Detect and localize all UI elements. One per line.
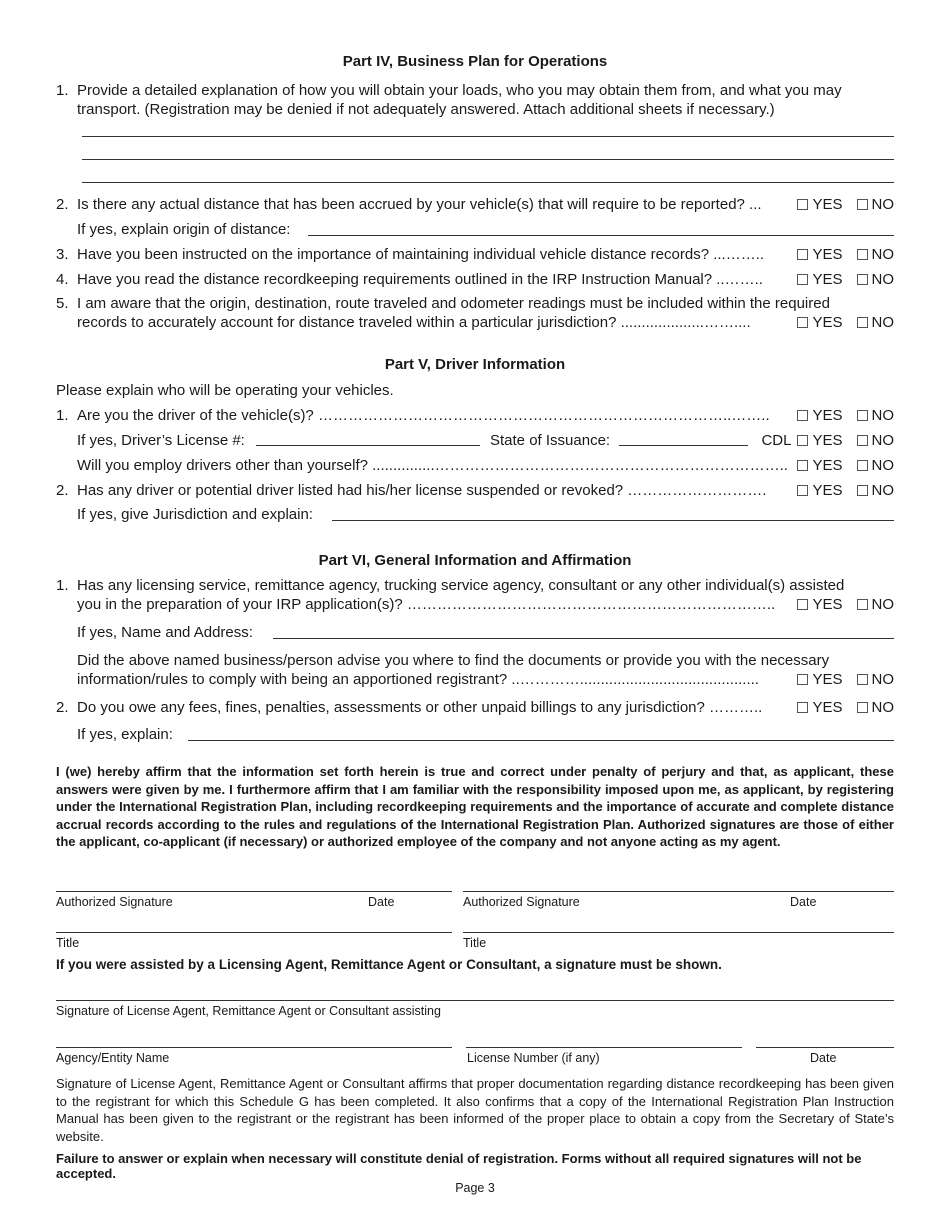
part4-q5-no-checkbox[interactable] [857,317,868,328]
date-label-3: Date [810,1051,837,1065]
page-number: Page 3 [455,1181,495,1195]
part6-q1-yes-checkbox[interactable] [797,599,808,610]
part5-q2-sub: If yes, give Jurisdiction and explain: [77,506,313,523]
auth-signature-line-1[interactable] [56,891,452,892]
agent-signature-line[interactable] [56,1000,894,1001]
part5-title: Part V, Driver Information [384,356,566,373]
part4-q3-no-checkbox[interactable] [857,249,868,260]
part6-title: Part VI, General Information and Affirmation [318,552,632,569]
part4-q5-yes-checkbox[interactable] [797,317,808,328]
license-number-line[interactable] [466,1047,742,1048]
title-label-1: Title [56,936,80,950]
part6-q2: 2. Do you owe any fees, fines, penalties, assessments or other unpaid billings to any jurisdiction? ……….. YES NO [56,699,894,716]
part5-q2: 2. Has any driver or potential driver listed had his/her license suspended or revoked? ………………………. YES NO [56,482,894,499]
part6-q2-no-checkbox[interactable] [857,702,868,713]
name-address-input[interactable] [273,638,894,639]
date-label-2: Date [790,895,817,909]
part5-q2-no-checkbox[interactable] [857,485,868,496]
part6-q1-sub: If yes, Name and Address: [77,624,253,641]
part4-q2-sub: If yes, explain origin of distance: [77,221,291,238]
part4-q1-answer-line-1[interactable] [82,136,894,137]
part4-q2-no-checkbox[interactable] [857,199,868,210]
part4-q1-text: Provide a detailed explanation of how you will obtain your loads, who you may obtain them from, and what you may transport. (Registration may be denied if not adequately answered. Attach additional sheets if necessary.) [77,82,842,118]
part5-q1-no-checkbox[interactable] [857,410,868,421]
part4-q5: 5. I am aware that the origin, destination, route traveled and odometer readings must be included within the required records to accurately account for distance traveled within a particular jurisdiction? ....................…….... YES NO [56,295,894,331]
part5-q2-yes-checkbox[interactable] [797,485,808,496]
part4-q4-no-checkbox[interactable] [857,274,868,285]
part4-q1-answer-line-3[interactable] [82,182,894,183]
date-label-1: Date [368,895,395,909]
advise-yes-checkbox[interactable] [797,674,808,685]
part5-q1: 1. Are you the driver of the vehicle(s)? ………………………………………………………………………..…….. YES NO [56,407,894,424]
part6-q2-sub: If yes, explain: [77,726,173,743]
part5-q1-yes-checkbox[interactable] [797,410,808,421]
part6-advise: Did the above named business/person advise you where to find the documents or provide you with the necessary information/rules to comply with being an apportioned registrant? ..…………........................................... YES NO [77,652,894,688]
employ-yes-checkbox[interactable] [797,460,808,471]
agency-name-line[interactable] [56,1047,452,1048]
agency-name-label: Agency/Entity Name [56,1051,170,1065]
employ-no-checkbox[interactable] [857,460,868,471]
part4-title: Part IV, Business Plan for Operations [342,53,608,70]
part4-q2-origin-line[interactable] [308,235,894,236]
part4-q2-yes-checkbox[interactable] [797,199,808,210]
auth-sig-label-2: Authorized Signature [463,895,580,909]
affirmation-text: I (we) hereby affirm that the information set forth herein is true and correct under penalty of perjury and that, as applicant, these answers were given by me. I furthermore affirm that I am familiar with the responsibility imposed upon me, as applicant, by registering under the International Registration Plan, including recordkeeping requirements and the importance of accurate and complete distance accrual records according to the rules and regulations of the International Registration Plan. Authorized signatures are those of either the applicant, co-applicant (if necessary) or authorized employee of the company and not anyone acting as my agent. [56,764,894,849]
agent-affirm-text: Signature of License Agent, Remittance Agent or Consultant affirms that proper documentation regarding distance recordkeeping has been given to the registrant for which this Schedule G has been completed. It also confirms that a copy of the International Registration Plan Instruction Manual has been given to the registrant or the registrant has been informed of the proper place to obtain a copy from the Secretary of State’s website. [56,1076,894,1144]
cdl-label: CDL [761,432,792,449]
advise-no-checkbox[interactable] [857,674,868,685]
cdl-no-checkbox[interactable] [857,435,868,446]
part4-q1: 1. Provide a detailed explanation of how you will obtain your loads, who you may obtain them from, and what you may transport. (Registration may be denied if not adequately answered. Attach additional sheets if necessary.) [56,81,894,121]
part6-q2-yes-checkbox[interactable] [797,702,808,713]
title-line-2[interactable] [463,932,894,933]
state-issuance-label: State of Issuance: [490,432,611,449]
cdl-yes-checkbox[interactable] [797,435,808,446]
fees-explain-input[interactable] [188,740,894,741]
part4-q4-yes-checkbox[interactable] [797,274,808,285]
failure-note: Failure to answer or explain when necessary will constitute denial of registration. Forms without all required signatures will not be accepted. [56,1151,862,1181]
part6-q1-no-checkbox[interactable] [857,599,868,610]
date-line-3[interactable] [756,1047,894,1048]
part4-q4: 4. Have you read the distance recordkeeping requirements outlined in the IRP Instruction Manual? ..…….. YES NO [56,271,894,288]
title-label-2: Title [463,936,487,950]
form-page: Part IV, Business Plan for Operations 1. Provide a detailed explanation of how you will obtain your loads, who you may obtain them from, and what you may transport. (Registration may be denied if not adequately answered. Attach additional sheets if necessary.) 2. Is there any actual distance that has been accrued by your vehicle(s) that will require to be reported? ... YES NO If yes, explain origin of distance: 3. Have you been instructed on the importance of maintaining individual vehicle distance records? ...…….. YES NO 4. Have you read the distance recordkeeping requirements outlined in the IRP Instruction Manual? ..…….. YES NO 5. I am aware that the origin, destination, route traveled and odometer readings must be included within the required records to accurately account for distance traveled within a particular jurisdiction? ....................…….... YES NO Part V, Driver Information Please explain who will be operating your vehicles. 1. Are you the driver of the vehicle(s)? ………………………………………………………………………..…….. YES NO If yes, Driver’s License #: State of Issuance: CDL YES NO Will you employ drivers other than yourself? ...............…………………………………………………………….. YES NO 2. Has any driver or potential driver listed had his/her license suspended or revoked? ………………………. YES NO If yes, give Jurisdiction and explain: Part VI, General Information and Affirmation 1. Has any licensing service, remittance agency, trucking service agency, consultant or any other individual(s) assisted you in the preparation of your IRP application(s)? ……………………………………………………………….. YES NO If yes, Name and Address: Did the above named business/person advise you where to find the documents or provide you with the necessary information/rules to comply with being an apportioned registrant? ..…………........................................... YES NO 2. Do you owe any fees, fines, penalties, assessments or other unpaid billings to any jurisdiction? ……….. YES NO If yes, explain: I (we) hereby affirm that the information set forth herein is true and correct under penalty of perjury and that, as applicant, these answers were given by me. I furthermore affirm that I am familiar with the responsibility imposed upon me, as applicant, by registering under the International Registration Plan, including recordkeeping requirements and the importance of accurate and complete distance accrual records according to the rules and regulations of the International Registration Plan. Authorized signatures are those of either the applicant, co-applicant (if necessary) or authorized employee of the company and not anyone acting as my agent. Authorized Signature Date Authorized Signature Date Title Title If you were assisted by a Licensing Agent, Remittance Agent or Consultant, a signature must be shown. Signature of License Agent, Remittance Agent or Consultant assisting Agency/Entity Name License Number (if any) Date Signature of License Agent, Remittance Agent or Consultant affirms that proper documentation regarding distance recordkeeping has been given to the registrant for which this Schedule G has been completed. It also confirms that a copy of the International Registration Plan Instruction Manual has been given to the registrant or the registrant has been informed of the proper place to obtain a copy from the Secretary of State’s website. Failure to answer or explain when necessary will constitute denial of registration. Forms without all required signatures will not be accepted. Page 3 [56,53,894,1195]
part4-q1-answer-line-2[interactable] [82,159,894,160]
part4-q3-yes-checkbox[interactable] [797,249,808,260]
driver-license-label: If yes, Driver’s License #: [77,432,245,449]
part5-intro: Please explain who will be operating your vehicles. [56,382,394,399]
license-number-label: License Number (if any) [467,1051,600,1065]
agent-sig-label: Signature of License Agent, Remittance Agent or Consultant assisting [56,1004,441,1018]
auth-sig-label-1: Authorized Signature [56,895,173,909]
part4-q3: 3. Have you been instructed on the importance of maintaining individual vehicle distance records? ...…….. YES NO [56,246,894,263]
part6-q1: 1. Has any licensing service, remittance agency, trucking service agency, consultant or any other individual(s) assisted you in the preparation of your IRP application(s)? ……………………………………………………………….. YES NO [56,577,894,613]
part4-q2: 2. Is there any actual distance that has been accrued by your vehicle(s) that will require to be reported? ... YES NO [56,196,894,213]
assisted-note: If you were assisted by a Licensing Agent, Remittance Agent or Consultant, a signature must be shown. [56,957,722,972]
part5-employ: Will you employ drivers other than yourself? ...............…………………………………………………………….. YES NO [77,457,894,474]
jurisdiction-explain-input[interactable] [332,520,894,521]
part4-q2-yes-no: YES NO [797,195,894,214]
title-line-1[interactable] [56,932,452,933]
auth-signature-line-2[interactable] [463,891,894,892]
